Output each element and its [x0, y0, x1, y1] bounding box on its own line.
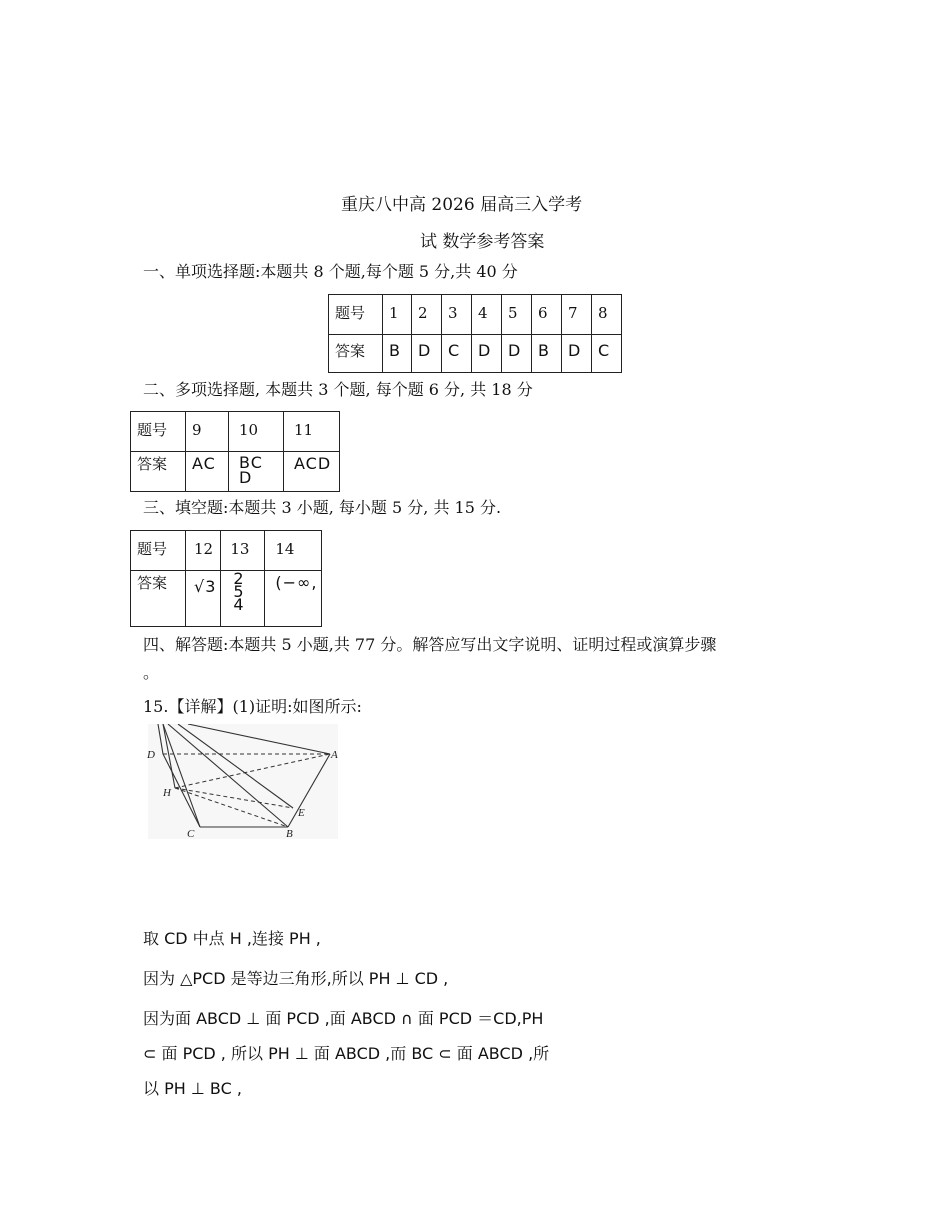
section3-answer-table [130, 530, 322, 627]
row-label-answer: 答案 [329, 335, 383, 373]
section2-heading: 二、多项选择题, 本题共 3 个题, 每个题 6 分, 共 18 分 [143, 380, 533, 399]
question-number: 6 [538, 304, 548, 322]
answer-value: B [389, 341, 401, 360]
document-title-line2: 试 数学参考答案 [420, 232, 545, 252]
question-number: 7 [568, 304, 578, 322]
answer-value: AC [192, 454, 216, 473]
question-number: 2 [418, 304, 428, 322]
document-title-line1: 重庆八中高 2026 届高三入学考 [341, 195, 583, 215]
vertex-label-b: B [286, 828, 293, 840]
vertex-label-h: H [163, 787, 171, 799]
answer-value: 2 5 4 [233, 569, 245, 614]
section1-heading: 一、单项选择题:本题共 8 个题,每个题 5 分,共 40 分 [143, 262, 518, 281]
section1-answer-table [328, 294, 622, 373]
answer-value: √3 [194, 577, 217, 596]
proof-line: 取 CD 中点 H ,连接 PH , [143, 929, 321, 948]
question-number: 9 [192, 421, 202, 439]
question-number: 11 [294, 421, 314, 439]
answer-value: D [508, 341, 522, 360]
vertex-label-c: C [187, 828, 195, 840]
vertex-label-d: D [147, 749, 155, 761]
section4-heading: 四、解答题:本题共 5 小题,共 77 分。解答应写出文字说明、证明过程或演算步骤 [143, 635, 717, 654]
answer-value: C [598, 341, 611, 360]
question-number: 13 [230, 540, 250, 558]
question-number: 3 [448, 304, 458, 322]
question-number: 12 [194, 540, 214, 558]
proof-line: ⊂ 面 PCD , 所以 PH ⊥ 面 ABCD ,而 BC ⊂ 面 ABCD ,所 [143, 1044, 550, 1063]
answer-value: B [538, 341, 550, 360]
answer-value: ACD [294, 454, 332, 473]
question-number: 4 [478, 304, 488, 322]
answer-value: (−∞, [275, 573, 318, 592]
question-number: 5 [508, 304, 518, 322]
proof-line: 以 PH ⊥ BC , [143, 1079, 242, 1098]
row-label-answer: 答案 [131, 571, 186, 627]
question-number: 10 [239, 421, 259, 439]
answer-value: C [448, 341, 461, 360]
row-label-number: 题号 [131, 531, 186, 571]
row-label-number: 题号 [131, 412, 186, 452]
answer-value: D [568, 341, 582, 360]
section2-answer-table [130, 411, 340, 492]
answer-value: D [478, 341, 492, 360]
row-label-number: 题号 [329, 295, 383, 335]
question-number: 8 [598, 304, 608, 322]
question-number: 14 [275, 540, 295, 558]
proof-line: 因为面 ABCD ⊥ 面 PCD ,面 ABCD ∩ 面 PCD ＝CD,PH [143, 1009, 544, 1028]
vertex-label-a: A [331, 749, 338, 761]
problem15-intro: 15.【详解】(1)证明:如图所示: [143, 697, 362, 716]
answer-value: D [418, 341, 432, 360]
vertex-label-e: E [298, 807, 305, 819]
pyramid-figure [143, 724, 343, 842]
section3-heading: 三、填空题:本题共 3 小题, 每小题 5 分, 共 15 分. [143, 498, 502, 517]
proof-line: 因为 △PCD 是等边三角形,所以 PH ⊥ CD , [143, 969, 449, 988]
answer-value: BC D [239, 453, 263, 487]
row-label-answer: 答案 [131, 452, 186, 492]
question-number: 1 [389, 304, 399, 322]
section4-heading-tail: 。 [143, 663, 160, 682]
